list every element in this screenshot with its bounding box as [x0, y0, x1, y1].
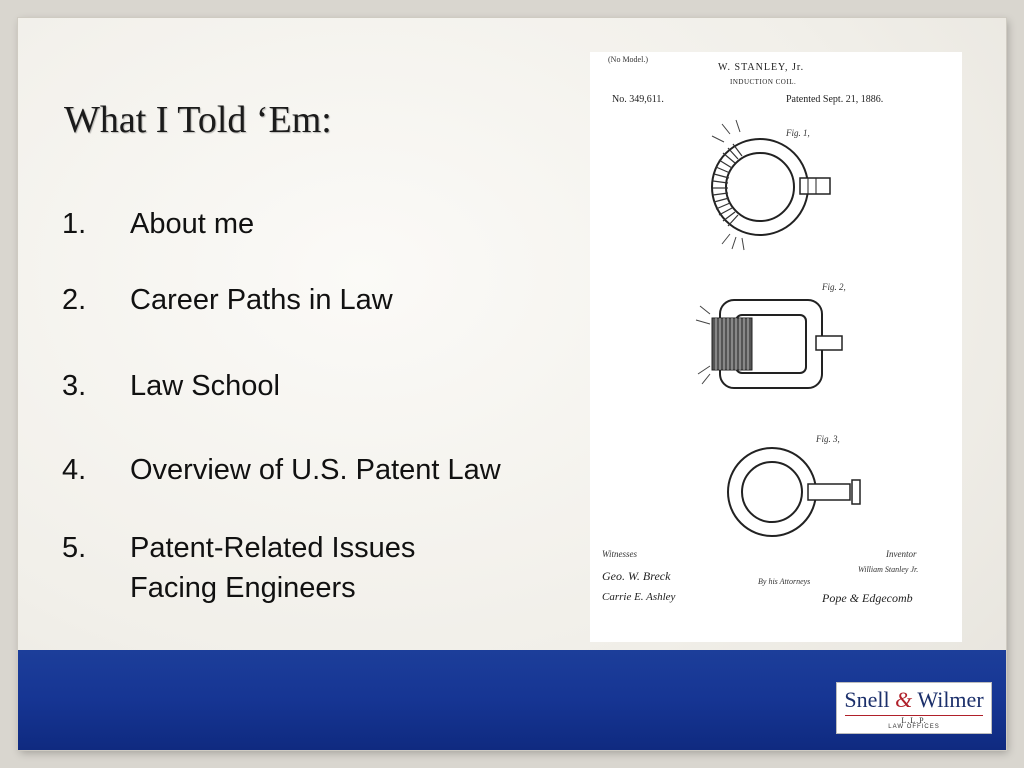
fig1-label: Fig. 1,: [786, 128, 810, 138]
inventor-signature: William Stanley Jr.: [858, 565, 919, 574]
list-text: About me: [130, 208, 255, 240]
patent-inventor-heading: W. STANLEY, Jr.: [718, 62, 805, 73]
list-number: 2.: [62, 284, 87, 316]
fig3-label: Fig. 3,: [816, 434, 840, 444]
list-number: 1.: [62, 208, 87, 240]
list-text: Overview of U.S. Patent Law: [130, 454, 501, 486]
witness-signature-2: Carrie E. Ashley: [602, 591, 676, 603]
snell-wilmer-logo: [836, 682, 992, 734]
attorney-label: By his Attorneys: [758, 577, 811, 586]
list-number: 5.: [62, 532, 87, 564]
attorney-signature: Pope & Edgecomb: [822, 591, 913, 605]
inventor-label: Inventor: [886, 549, 917, 559]
list-text-continued: Facing Engineers: [130, 572, 356, 604]
patent-date: Patented Sept. 21, 1886.: [786, 94, 884, 105]
list-text: Patent-Related Issues: [130, 532, 416, 564]
witnesses-label: Witnesses: [602, 549, 637, 559]
patent-drawing: [590, 52, 962, 642]
model-note: (No Model.): [608, 55, 648, 64]
list-text: Career Paths in Law: [130, 284, 393, 316]
logo-llp: L.L.P.: [901, 716, 927, 725]
witness-signature-1: Geo. W. Breck: [602, 569, 671, 583]
logo-ampersand: &: [895, 687, 913, 712]
patent-number: No. 349,611.: [612, 94, 664, 105]
list-number: 3.: [62, 370, 87, 402]
logo-name-left: Snell: [844, 687, 890, 712]
patent-subject: INDUCTION COIL.: [730, 78, 797, 86]
slide-title: What I Told ‘Em:: [64, 99, 332, 141]
list-text: Law School: [130, 370, 280, 402]
logo-law-offices: LAW OFFICES: [888, 724, 940, 730]
logo-wordmark: [837, 687, 991, 713]
slide: [18, 18, 1006, 750]
list-number: 4.: [62, 454, 87, 486]
fig2-label: Fig. 2,: [822, 282, 846, 292]
logo-name-right: Wilmer: [917, 687, 984, 712]
